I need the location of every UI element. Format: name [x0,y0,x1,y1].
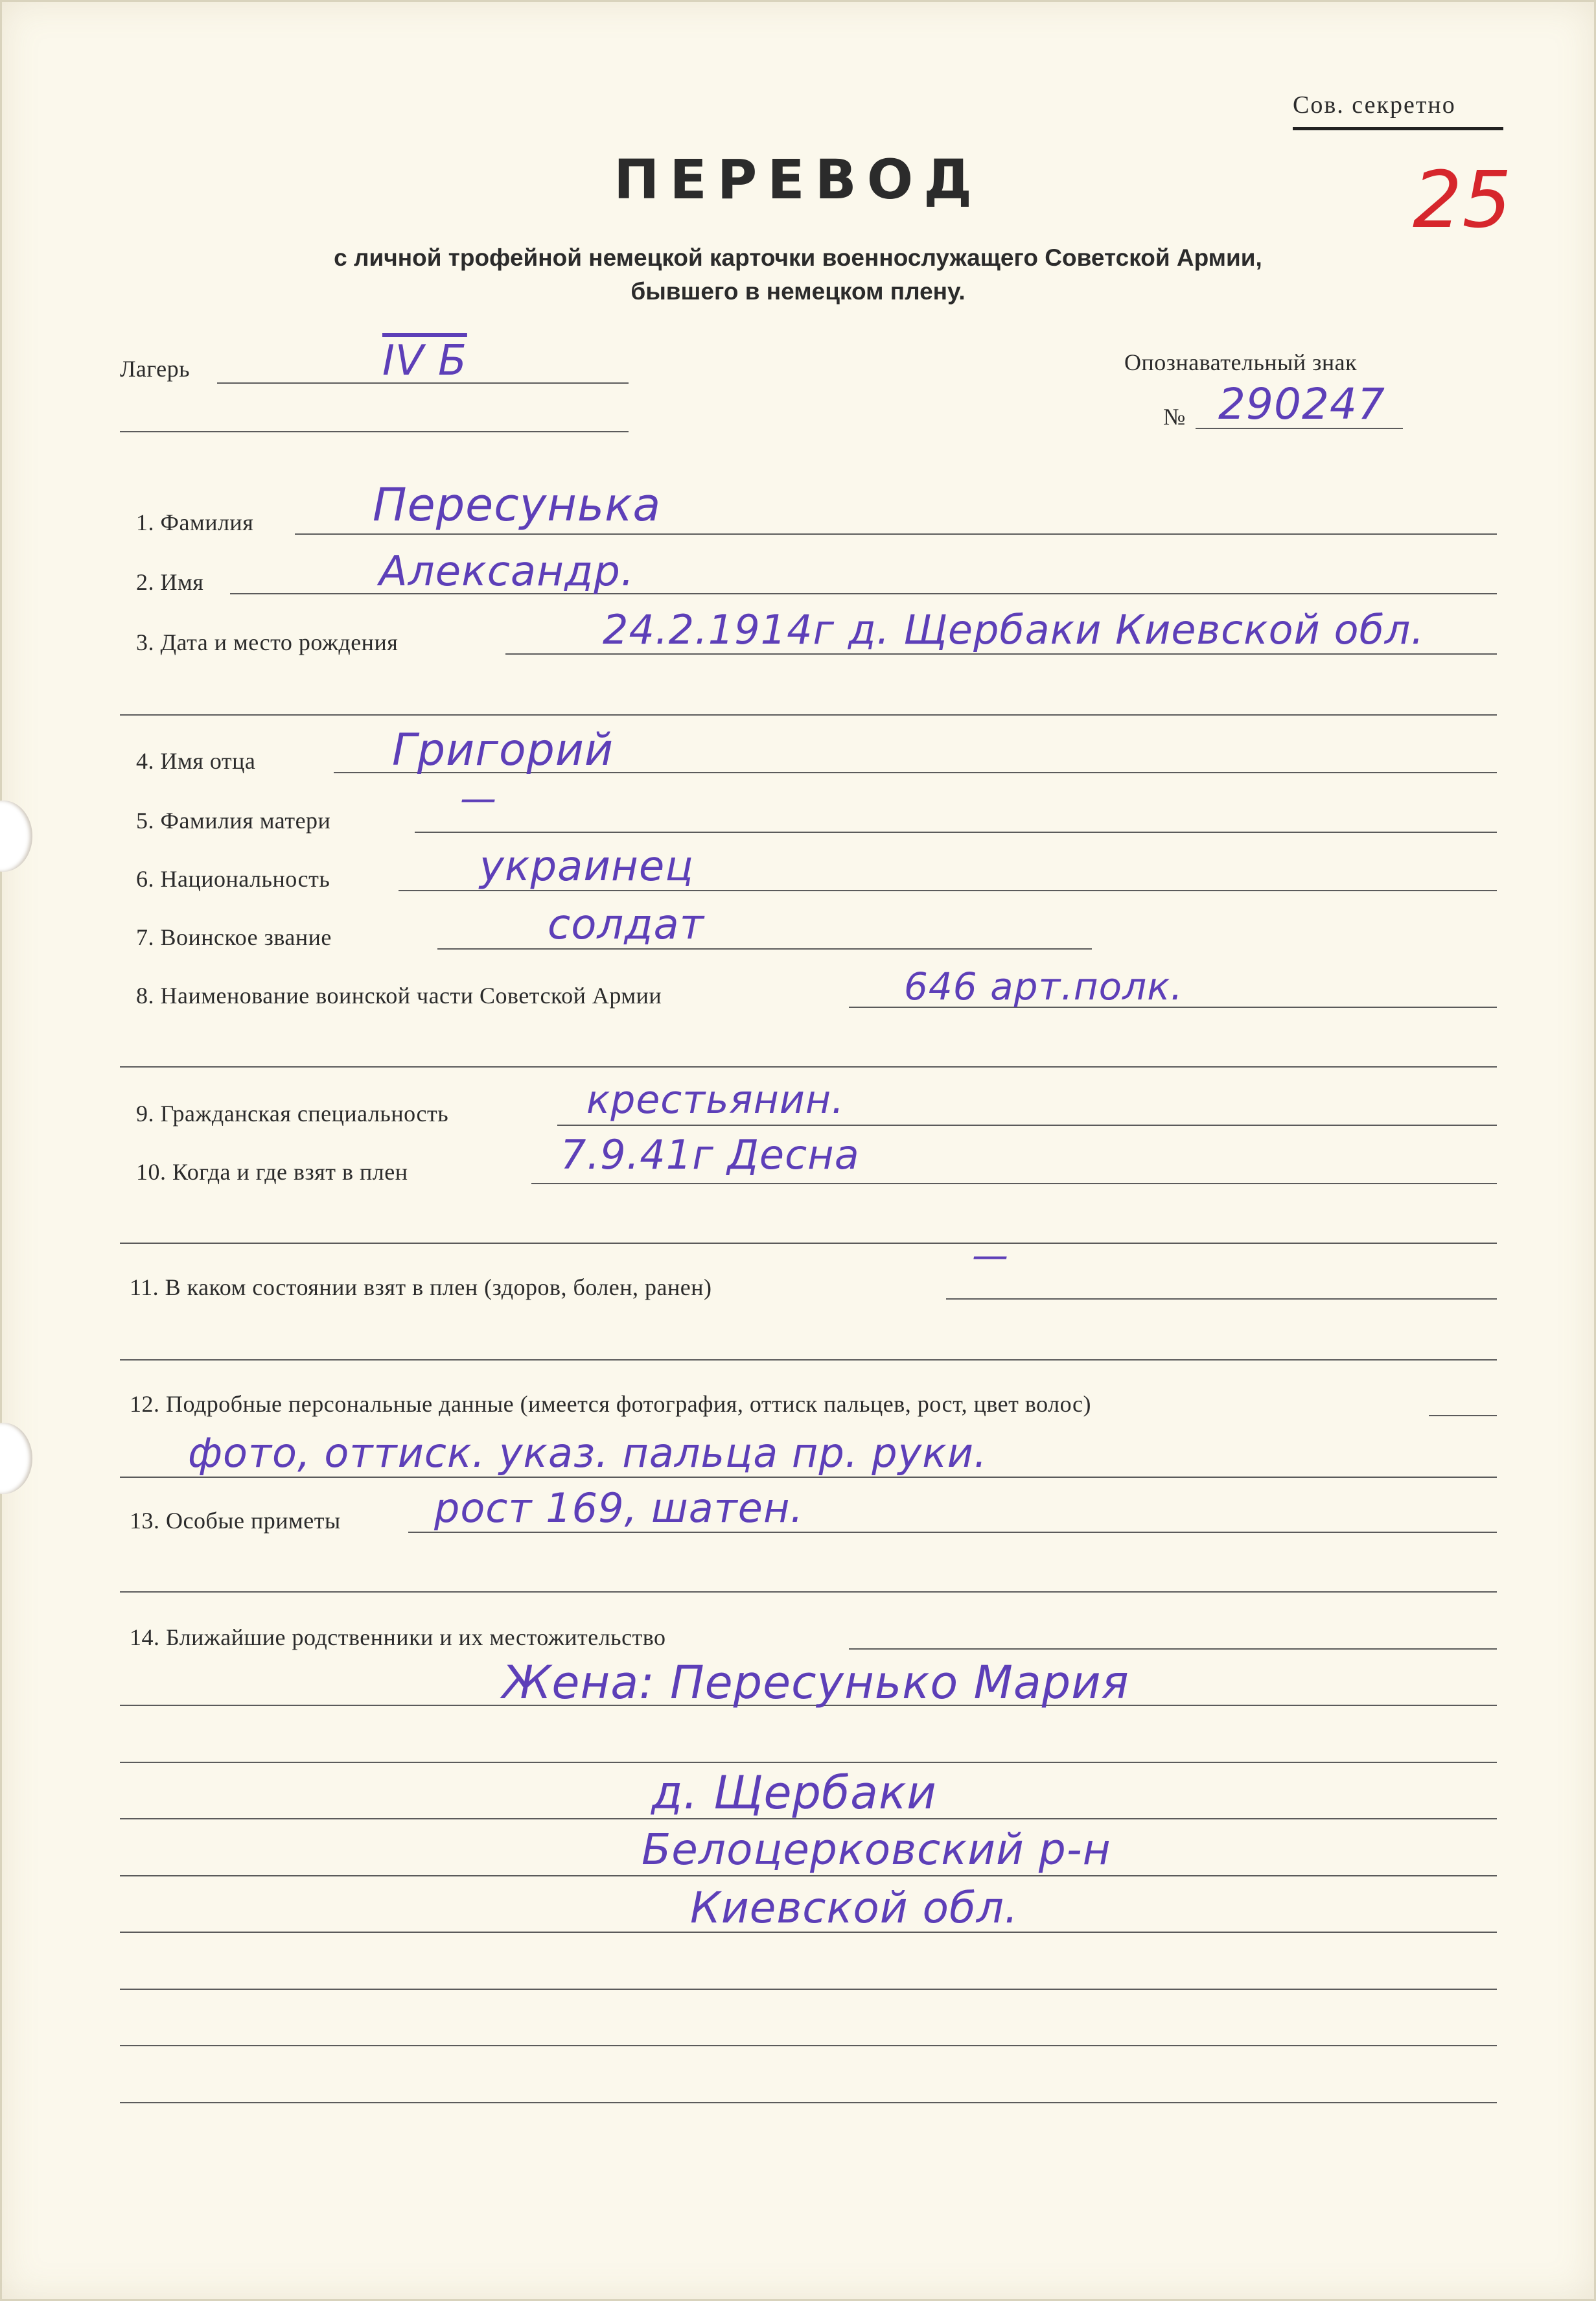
field-2-value: Александр. [379,548,635,596]
camp-label: Лагерь [120,356,191,382]
field-14-line [849,1648,1497,1650]
field-5-value: — [460,778,497,820]
field-1-label: 1. Фамилия [136,509,254,535]
field-3-value: 24.2.1914г д. Щербаки Киевской обл. [603,606,1425,653]
field-8-label: 8. Наименование воинской части Советской Армии [136,983,662,1009]
field-3-line [505,653,1497,655]
field-10-line-2 [120,1243,1497,1244]
relatives-region: Киевской обл. [690,1883,1019,1933]
classification-label: Сов. секретно [1293,91,1456,119]
field-5-line [415,832,1497,833]
id-mark-label: Опознавательный знак [1124,349,1358,375]
field-13-line-2 [120,1591,1497,1593]
page-mark: 25 [1413,156,1512,246]
field-11-line-2 [120,1359,1497,1361]
document-subtitle [0,241,1596,309]
relatives-district: Белоцерковский р-н [642,1825,1111,1875]
field-14-label: 14. Ближайшие родственники и их местожительство [130,1624,666,1650]
field-9-label: 9. Гражданская специальность [136,1101,449,1127]
subtitle-line-2: бывшего в немецком плену. [630,278,966,305]
field-13-label: 13. Особые приметы [130,1508,341,1534]
torn-edge-lower [0,1423,32,1494]
field-5-label: 5. Фамилия матери [136,808,331,834]
document-title: ПЕРЕВОД [614,148,982,211]
field-3-line-2 [120,714,1497,716]
field-11-line [946,1298,1497,1300]
field-3-label: 3. Дата и место рождения [136,629,399,655]
torn-edge-upper [0,800,32,872]
field-12-line-2 [120,1477,1497,1478]
id-number-prefix: № [1163,404,1186,430]
relatives-village: д. Щербаки [651,1766,937,1819]
field-13-value: рост 169, шатен. [434,1484,804,1532]
field-2-label: 2. Имя [136,569,204,595]
subtitle-line-1: с личной трофейной немецкой карточки военнослужащего Советской Армии, [334,244,1262,271]
field-1-line [295,533,1497,535]
field-7-label: 7. Воинское звание [136,924,332,950]
field-9-value: крестьянин. [586,1077,845,1123]
camp-value: IV Б [382,337,467,385]
classification-underline [1293,127,1503,130]
field-6-label: 6. Национальность [136,866,330,892]
relatives-line-4 [120,1875,1497,1876]
relatives-line-6 [120,1989,1497,1990]
field-13-line [408,1532,1497,1533]
field-12-line [1429,1415,1497,1416]
field-9-line [557,1125,1497,1126]
field-1-value: Пересунька [373,478,662,531]
field-7-value: солдат [548,901,704,949]
field-10-line [531,1183,1497,1184]
relatives-line-7 [120,2045,1497,2046]
field-10-label: 10. Когда и где взят в плен [136,1159,408,1185]
field-4-value: Григорий [392,725,614,776]
field-8-line-2 [120,1066,1497,1068]
field-7-line [437,948,1092,950]
field-6-value: украинец [480,843,694,891]
field-11-value: — [972,1235,1009,1277]
camp-line-2 [120,431,629,432]
field-8-value: 646 арт.полк. [904,964,1183,1009]
relatives-line-2 [120,1762,1497,1763]
id-number-value: 290247 [1218,379,1385,429]
relatives-wife: Жена: Пересунько Мария [502,1656,1129,1709]
field-10-value: 7.9.41г Десна [561,1131,860,1178]
field-12-label: 12. Подробные персональные данные (имеется фотография, оттиск пальцев, рост, цвет волос) [130,1391,1091,1417]
relatives-line-8 [120,2102,1497,2103]
field-12-value: фото, оттиск. указ. пальца пр. руки. [188,1429,988,1477]
field-11-label: 11. В каком состоянии взят в плен (здоров, болен, ранен) [130,1274,712,1300]
field-4-label: 4. Имя отца [136,748,256,774]
